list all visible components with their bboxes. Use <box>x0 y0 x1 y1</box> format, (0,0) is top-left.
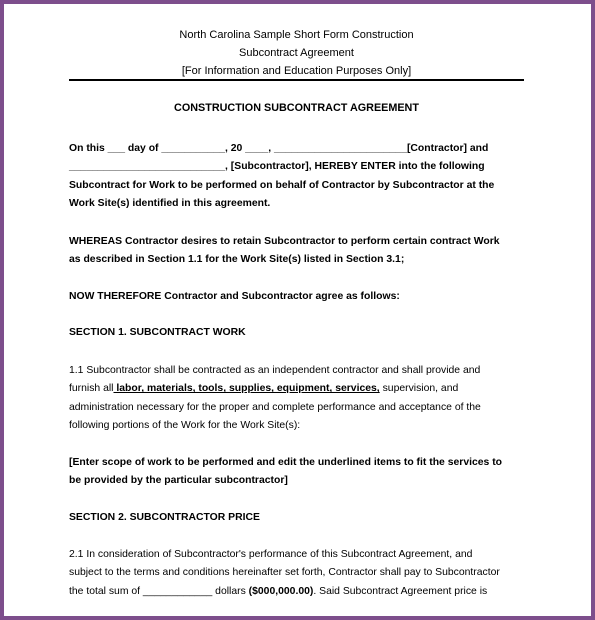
text-run: furnish all <box>69 383 114 395</box>
underlined-items: labor, materials, tools, supplies, equipment, services, <box>113 383 380 395</box>
intro-line: Work Site(s) identified in this agreement. <box>69 198 271 210</box>
section-2-paragraph <box>69 546 529 601</box>
now-therefore-paragraph <box>69 288 529 306</box>
header-line-2: Subcontract Agreement <box>239 47 354 59</box>
paragraph-line <box>69 583 529 601</box>
now-therefore-line: NOW THEREFORE Contractor and Subcontractor agree as follows: <box>69 291 400 302</box>
section-1-heading <box>69 324 529 342</box>
section-1-paragraph <box>69 362 529 436</box>
section-heading: SECTION 2. SUBCONTRACTOR PRICE <box>69 512 260 523</box>
intro-paragraph <box>69 140 529 214</box>
whereas-paragraph <box>69 233 529 270</box>
text-run: supervision, and <box>379 383 459 395</box>
text-run: . Said Subcontract Agreement price is <box>313 585 488 597</box>
note-line: [Enter scope of work to be performed and edit the underlined items to fit the services to <box>69 457 503 468</box>
intro-line: ___________________________, [Subcontractor], HEREBY ENTER into the following <box>69 161 485 173</box>
paragraph-line: 2.1 In consideration of Subcontractor's performance of this Subcontract Agreement, and <box>69 549 473 560</box>
paragraph-line: subject to the terms and conditions hereinafter set forth, Contractor shall pay to Subcontractor <box>69 567 500 579</box>
intro-line: On this ___ day of ___________, 20 ____, _______________________[Contractor] and <box>69 143 489 154</box>
section-2-heading <box>69 509 529 527</box>
price-amount: ($000,000.00) <box>248 585 314 597</box>
paragraph-line: 1.1 Subcontractor shall be contracted as an independent contractor and shall provide and <box>69 365 481 376</box>
section-1-note <box>69 454 529 491</box>
note-line: be provided by the particular subcontractor] <box>69 475 288 487</box>
paragraph-line: administration necessary for the proper and complete performance and acceptance of the <box>69 401 481 413</box>
text-run: the total sum of ____________ dollars <box>69 585 249 597</box>
paragraph-line: following portions of the Work for the Work Site(s): <box>69 420 301 432</box>
header-line-3: [For Information and Education Purposes Only] <box>181 65 412 77</box>
document-page <box>4 4 591 616</box>
header-rule <box>69 79 524 81</box>
document-title: CONSTRUCTION SUBCONTRACT AGREEMENT <box>174 102 419 114</box>
intro-line: Subcontract for Work to be performed on behalf of Contractor by Subcontractor at the <box>69 179 495 191</box>
paragraph-line <box>69 380 529 398</box>
whereas-line: as described in Section 1.1 for the Work Site(s) listed in Section 3.1; <box>69 254 405 266</box>
whereas-line: WHEREAS Contractor desires to retain Subcontractor to perform certain contract Work <box>69 236 500 247</box>
header-line-1: North Carolina Sample Short Form Construction <box>179 29 414 41</box>
section-heading: SECTION 1. SUBCONTRACT WORK <box>69 327 246 338</box>
